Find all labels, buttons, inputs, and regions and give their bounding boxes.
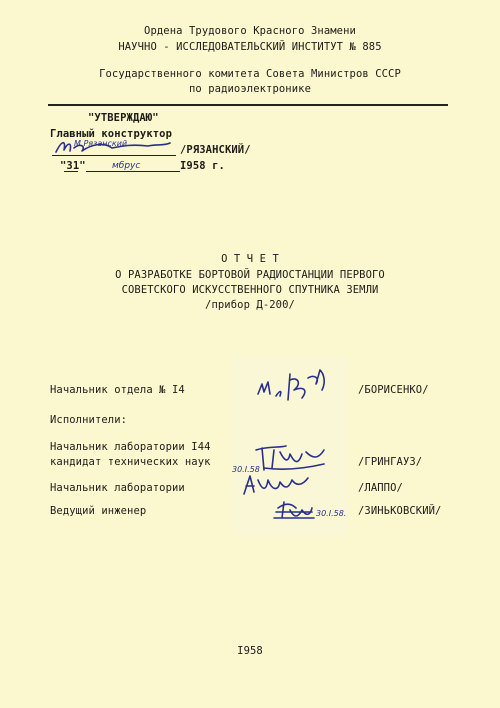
lead-engineer-title: Ведущий инженер [50, 505, 147, 517]
approver-position: Главный конструктор [50, 128, 173, 140]
performers-label: Исполнители: [50, 414, 128, 426]
svg-text:мбрус: мбрус [112, 161, 141, 171]
lab-head-2-title: Начальник лаборатории [50, 482, 185, 494]
org-line-3: Государственного комитета Совета Министров СССР [99, 68, 401, 80]
report-subtitle-2: СОВЕТСКОГО ИСКУССТВЕННОГО СПУТНИКА ЗЕМЛИ [121, 284, 379, 296]
header-divider [48, 104, 448, 106]
day-underline [64, 171, 78, 172]
head-of-dept-name: /БОРИСЕНКО/ [358, 384, 429, 396]
approve-label: "УТВЕРЖДАЮ" [88, 112, 159, 124]
approval-day: "31" [60, 160, 86, 172]
org-line-4: по радиоэлектронике [188, 83, 311, 95]
footer-year: I958 [237, 645, 263, 657]
lab-head-1-title: Начальник лаборатории I44 [50, 441, 211, 453]
lab-head-2-signature [240, 470, 320, 498]
lab-head-2-name: /ЛАППО/ [358, 482, 403, 494]
report-subtitle-1: О РАЗРАБОТКЕ БОРТОВОЙ РАДИОСТАНЦИИ ПЕРВОГО [115, 269, 385, 281]
approver-signature-text: М.Рязанский [74, 139, 128, 148]
report-device: /прибор Д-200/ [205, 299, 295, 311]
lab-head-1-degree: кандидат технических наук [50, 456, 211, 468]
head-of-dept-label: Начальник отдела № I4 [50, 384, 185, 396]
report-title: О Т Ч Е Т [221, 253, 279, 265]
lab-head-1-date: 30.I.58 [232, 465, 260, 474]
head-of-dept-signature [250, 360, 340, 410]
approval-year: I958 г. [180, 160, 225, 172]
lead-engineer-signature [272, 496, 362, 526]
org-line-1: Ордена Трудового Красного Знамени [144, 25, 356, 37]
month-handwriting [110, 156, 170, 174]
lab-head-1-name: /ГРИНГАУЗ/ [358, 456, 423, 468]
approver-name: /РЯЗАНСКИЙ/ [180, 144, 251, 156]
lead-engineer-date: 30.I.58. [316, 509, 347, 518]
lead-engineer-name: /ЗИНЬКОВСКИЙ/ [358, 505, 442, 517]
org-line-2: НАУЧНО - ИССЛЕДОВАТЕЛЬСКИЙ ИНСТИТУТ № 885 [118, 41, 382, 53]
